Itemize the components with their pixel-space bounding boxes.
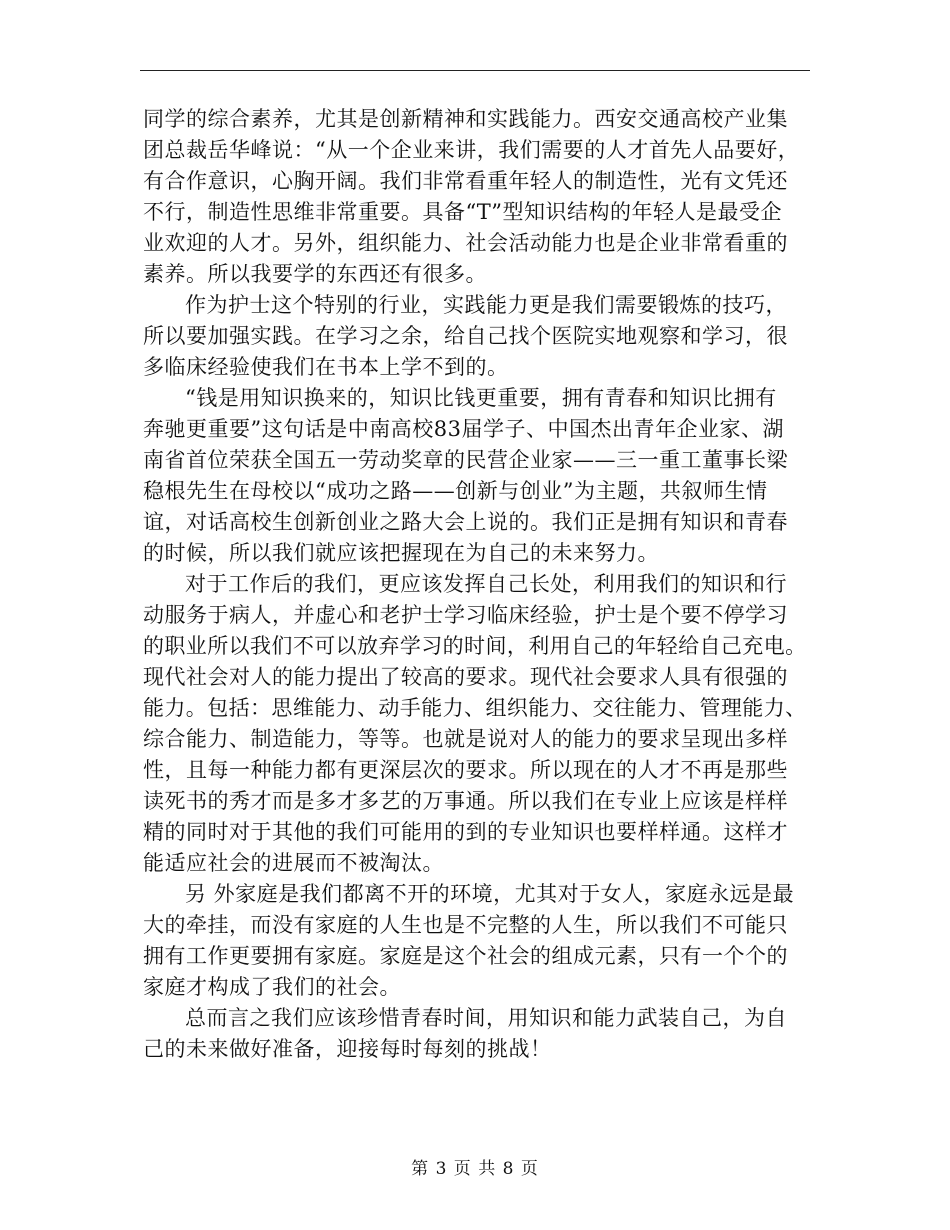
text-line: 的职业所以我们不可以放弃学习的时间，利用自己的年轻给自己充电。 bbox=[143, 634, 807, 658]
text-line: 同学的综合素养，尤其是创新精神和实践能力。西安交通高校产业集 bbox=[143, 107, 788, 131]
text-line: 多临床经验使我们在书本上学不到的。 bbox=[143, 355, 509, 379]
paragraph bbox=[143, 383, 807, 569]
text-line: 综合能力、制造能力，等等。也就是说对人的能力的要求呈现出多样 bbox=[143, 727, 788, 751]
text-line: 的时候，所以我们就应该把握现在为自己的未来努力。 bbox=[143, 541, 659, 565]
header-rule bbox=[140, 70, 810, 71]
document-body bbox=[143, 104, 807, 1065]
text-line: 总而言之我们应该珍惜青春时间，用知识和能力武装自己，为自 bbox=[185, 1006, 787, 1030]
text-line: 读死书的秀才而是多才多艺的万事通。所以我们在专业上应该是样样 bbox=[143, 789, 788, 813]
paragraph bbox=[143, 569, 807, 879]
paragraph bbox=[143, 104, 807, 290]
text-line: 能适应社会的进展而不被淘汰。 bbox=[143, 851, 444, 875]
text-line: 能力。包括：思维能力、动手能力、组织能力、交往能力、管理能力、 bbox=[143, 696, 807, 720]
text-line: “钱是用知识换来的，知识比钱更重要，拥有青春和知识比拥有 bbox=[185, 386, 777, 410]
page-number-footer: 第 3 页 共 8 页 bbox=[411, 1159, 539, 1179]
text-line: 南省首位荣获全国五一劳动奖章的民营企业家——三一重工董事长梁 bbox=[143, 448, 788, 472]
text-line: 动服务于病人，并虚心和老护士学习临床经验，护士是个要不停学习 bbox=[143, 603, 788, 627]
text-line: 现代社会对人的能力提出了较高的要求。现代社会要求人具有很强的 bbox=[143, 665, 788, 689]
text-line: 不行，制造性思维非常重要。具备“T”型知识结构的年轻人是最受企 bbox=[143, 200, 782, 224]
text-line: 拥有工作更要拥有家庭。家庭是这个社会的组成元素，只有一个个的 bbox=[143, 944, 788, 968]
text-line: 素养。所以我要学的东西还有很多。 bbox=[143, 262, 487, 286]
paragraph bbox=[143, 879, 807, 1003]
text-line: 大的牵挂，而没有家庭的人生也是不完整的人生，所以我们不可能只 bbox=[143, 913, 788, 937]
text-line: 有合作意识，心胸开阔。我们非常看重年轻人的制造性，光有文凭还 bbox=[143, 169, 788, 193]
text-line: 谊，对话高校生创新创业之路大会上说的。我们正是拥有知识和青春 bbox=[143, 510, 788, 534]
text-line: 稳根先生在母校以“成功之路——创新与创业”为主题，共叙师生情 bbox=[143, 479, 768, 503]
text-line: 性，且每一种能力都有更深层次的要求。所以现在的人才不再是那些 bbox=[143, 758, 788, 782]
text-line: 业欢迎的人才。另外，组织能力、社会活动能力也是企业非常看重的 bbox=[143, 231, 788, 255]
text-line: 所以要加强实践。在学习之余，给自己找个医院实地观察和学习，很 bbox=[143, 324, 788, 348]
text-line: 奔驰更重要”这句话是中南高校83届学子、中国杰出青年企业家、湖 bbox=[143, 417, 784, 441]
text-line: 对于工作后的我们，更应该发挥自己长处，利用我们的知识和行 bbox=[185, 572, 787, 596]
text-line: 团总裁岳华峰说：“从一个企业来讲，我们需要的人才首先人品要好， bbox=[143, 138, 800, 162]
text-line: 己的未来做好准备，迎接每时每刻的挑战！ bbox=[143, 1037, 552, 1061]
paragraph bbox=[143, 290, 807, 383]
text-line: 作为护士这个特别的行业，实践能力更是我们需要锻炼的技巧， bbox=[185, 293, 787, 317]
text-line: 精的同时对于其他的我们可能用的到的专业知识也要样样通。这样才 bbox=[143, 820, 788, 844]
text-line: 家庭才构成了我们的社会。 bbox=[143, 975, 401, 999]
paragraph bbox=[143, 1003, 807, 1065]
text-line: 另 外家庭是我们都离不开的环境，尤其对于女人，家庭永远是最 bbox=[185, 882, 795, 906]
